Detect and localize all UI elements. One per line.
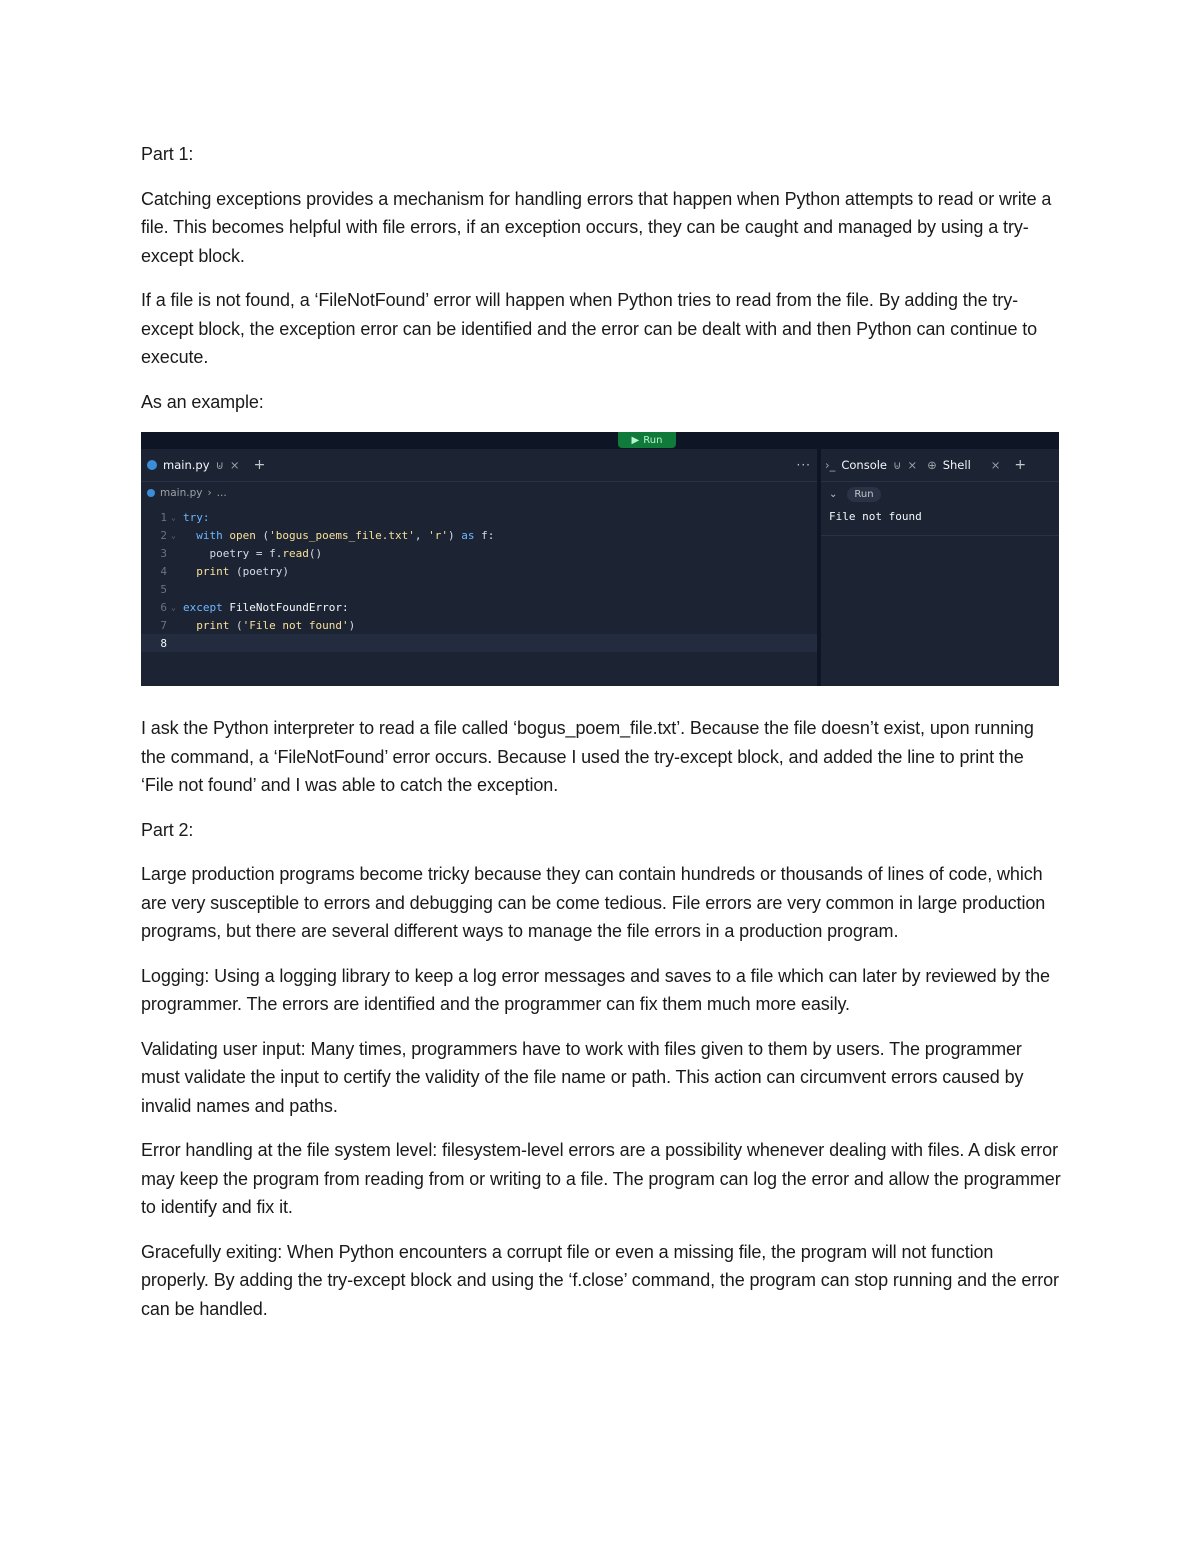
code-token: ) <box>348 618 356 632</box>
shell-tab-label: Shell <box>942 458 971 472</box>
fold-chevron-icon: ⌄ <box>171 512 176 522</box>
code-token: poetry = f. <box>209 546 283 560</box>
console-output: File not found <box>821 506 1059 536</box>
code-token: 'File not found' <box>242 618 349 632</box>
part2-paragraph-3: Validating user input: Many times, programmers have to work with files given to them by users. The programmer must validate the input to certify the validity of the file name or path. This action can circumvent errors caused by invalid names and paths. <box>141 1038 1024 1116</box>
line-number: 6 <box>160 600 167 614</box>
part2-paragraph-4: Error handling at the file system level: filesystem-level errors are a possibility whenever dealing with files. A disk error may keep the program from reading from or writing to a file. The program can log the error and allow the programmer to identify and fix it. <box>141 1140 1061 1217</box>
breadcrumb-more: ... <box>216 487 227 499</box>
breadcrumb-file: main.py <box>160 487 203 499</box>
code-token: print <box>196 618 230 632</box>
console-tab <box>825 458 917 472</box>
pin-icon: ⊍ <box>215 458 224 472</box>
code-token: print <box>196 564 230 578</box>
close-icon: × <box>229 458 240 472</box>
add-tab-icon: + <box>253 457 266 473</box>
part1-paragraph-4: I ask the Python interpreter to read a file called ‘bogus_poem_file.txt’. Because the file doesn’t exist, upon running the command, a ‘FileNotFound’ error occurs. Because I used the try-except block, and added the line to print the ‘File not found’ and I was able to catch the exception. <box>141 718 1034 795</box>
code-line-active <box>141 634 817 652</box>
play-icon: ▶ <box>631 434 640 446</box>
pin-icon: ⊍ <box>893 458 902 472</box>
part2-paragraph-1: Large production programs become tricky because they can contain hundreds or thousands of lines of code, which are very susceptible to errors and debugging can be come tedious. File errors are very common in large production programs, but there are several different ways to manage the file errors in a production program. <box>141 864 1046 941</box>
code-token: open <box>229 528 256 542</box>
line-number: 2 <box>160 528 167 542</box>
code-token: FileNotFoundError: <box>222 600 349 614</box>
code-token: , <box>414 528 429 542</box>
code-line <box>141 508 817 526</box>
part1-paragraph-3: As an example: <box>141 391 264 412</box>
ide-top-bar <box>141 432 1059 449</box>
part2-paragraph-5: Gracefully exiting: When Python encounters a corrupt file or even a missing file, the program will not function properly. By adding the try-except block and using the ‘f.close’ command, the program can stop running and the error can be handled. <box>141 1241 1059 1319</box>
code-token: (poetry) <box>229 564 289 578</box>
code-editor <box>141 449 817 686</box>
code-token: f: <box>474 528 495 542</box>
code-line <box>141 580 817 598</box>
breadcrumb <box>141 482 817 504</box>
editor-tabbar <box>141 449 817 482</box>
code-token: except <box>183 600 223 614</box>
shell-icon: ⊕ <box>927 458 937 472</box>
code-token: 'bogus_poems_file.txt' <box>269 528 415 542</box>
line-number: 7 <box>160 618 167 632</box>
part2-paragraph-2: Logging: Using a logging library to keep a log error messages and saves to a file which can later by reviewed by the programmer. The errors are identified and the programmer can fix them much more easily. <box>141 965 1050 1014</box>
code-token: ( <box>229 618 243 632</box>
close-icon: × <box>990 458 1001 472</box>
editor-tab-label: main.py <box>163 458 210 472</box>
shell-tab <box>927 458 1000 472</box>
line-number: 3 <box>160 546 167 560</box>
code-token: ) <box>447 528 462 542</box>
run-button <box>618 432 676 448</box>
chevron-down-icon: ⌄ <box>829 488 838 500</box>
document-body <box>141 140 1061 1339</box>
part2-heading: Part 2: <box>141 819 194 840</box>
code-line <box>141 526 817 544</box>
console-tabbar <box>821 449 1059 482</box>
code-line <box>141 544 817 562</box>
ide-screenshot <box>141 432 1059 686</box>
code-line <box>141 562 817 580</box>
line-number: 5 <box>160 582 167 596</box>
line-number: 4 <box>160 564 167 578</box>
console-run-pill: Run <box>847 487 880 502</box>
code-token: as <box>461 528 475 542</box>
line-number: 1 <box>160 510 167 524</box>
code-token: () <box>308 546 323 560</box>
code-token: 'r' <box>428 528 448 542</box>
close-icon: × <box>907 458 918 472</box>
part1-paragraph-2: If a file is not found, a ‘FileNotFound’ error will happen when Python tries to read from the file. By adding the try-except block, the exception error can be identified and the error can be dealt with and then Python can continue to execute. <box>141 290 1038 367</box>
code-token: try: <box>183 510 210 524</box>
run-button-label: Run <box>643 434 663 446</box>
console-pane <box>821 449 1059 686</box>
line-number: 8 <box>160 636 167 650</box>
breadcrumb-separator: › <box>207 487 212 499</box>
more-options-icon: ··· <box>796 458 811 472</box>
fold-chevron-icon: ⌄ <box>171 602 176 612</box>
python-file-icon <box>147 489 155 497</box>
editor-tab-main <box>147 458 240 472</box>
code-line <box>141 598 817 616</box>
python-file-icon <box>147 460 157 470</box>
code-token: ( <box>255 528 270 542</box>
code-token: with <box>196 528 223 542</box>
code-line <box>141 616 817 634</box>
code-lines <box>141 504 817 652</box>
terminal-icon: ›_ <box>825 458 836 472</box>
console-run-row <box>821 482 1059 506</box>
code-token: read <box>282 546 309 560</box>
part1-heading: Part 1: <box>141 144 194 164</box>
console-tab-label: Console <box>841 458 888 472</box>
part1-paragraph-1: Catching exceptions provides a mechanism for handling errors that happen when Python attempts to read or write a file. This becomes helpful with file errors, if an exception occurs, they can be caught and managed by using a try-except block. <box>141 188 1052 266</box>
add-tab-icon: + <box>1014 457 1027 473</box>
fold-chevron-icon: ⌄ <box>171 530 176 540</box>
